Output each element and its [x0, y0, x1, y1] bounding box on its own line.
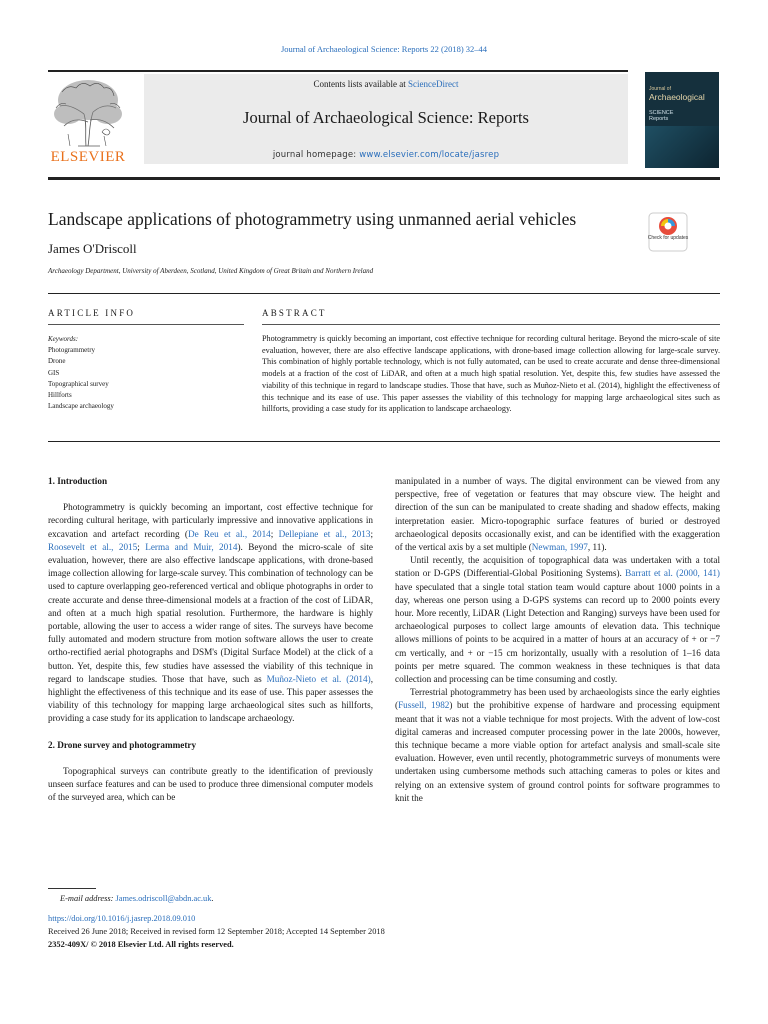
article-title: Landscape applications of photogrammetry using unmanned aerial vehicles	[48, 209, 577, 229]
body-left-column	[48, 475, 373, 804]
keyword-item: Drone	[48, 357, 66, 366]
header-rule	[48, 177, 720, 180]
keyword-item: Topographical survey	[48, 379, 109, 388]
citation-link[interactable]: Fussell, 1982	[398, 700, 450, 711]
drone-section-heading: 2. Drone survey and photogrammetry	[48, 739, 197, 750]
footnote-rule	[48, 888, 96, 889]
cover-line-2: Archaeological	[649, 92, 705, 102]
cover-line-3: SCIENCE Reports	[649, 110, 674, 122]
introduction-paragraph: Photogrammetry is quickly becoming an important, cost effective technique for recording cultural heritage, with particularly impressive and innovative applications in excavation and artefact recording (De Reu et al., 2014; Dellepiane et al., 2013; Roosevelt et al., 2015; Lerma and Muir, 2014). Beyond the micro-scale of site evaluation, however, there are also effective landscape applications, with drone-based image collection allowing for large-scale survey. This combination of technology can be used to capture overlapping geo-referenced vertical and oblique photographs in order to create accurate and dense three-dimensional models at a fraction of the cost of LiDAR, and often at a much high spatial resolution. Furthermore, the hardware is highly portable, allowing the user to access a wider range of sites. The surveys have become fully automated and modern structure from motion software allows the user to create ortho-rectified aerial photographs and DSM's (Digital Surface Model) at the click of a button. Yet, despite this, few studies have assessed the viability of this technique in regard to landscape studies. Those that have, such as Muñoz-Nieto et al. (2014), highlight the effectiveness of this technique and its ease of use. This paper assesses the viability of this technology for mapping large archaeological sites such as hillforts, providing a case study for its application to landscape archaeology.	[48, 502, 373, 724]
citation-link[interactable]: Dellepiane et al., 2013	[278, 528, 371, 539]
citation-link[interactable]: Barratt et al. (2000, 141)	[625, 568, 720, 579]
keywords-label: Keywords:	[48, 335, 79, 343]
keywords-list	[48, 334, 114, 412]
article-info-rule	[48, 324, 244, 325]
cover-image-band	[645, 126, 719, 168]
body-paragraph: manipulated in a number of ways. The digital environment can be viewed from any perspective, free of vegetation or features that may obscure view. The height and direction of the sun can be manipulated to create shading and shadow effects, making interpretation easier. Micro-topographic surface features of buried or destroyed archaeological deposits occasionally exist, and can be identified with the exaggeration of the vertical axis by a set multiple (Newman, 1997, 11).	[395, 476, 720, 553]
journal-cover-thumbnail[interactable]	[645, 72, 719, 168]
body-right-column	[395, 475, 720, 805]
journal-reference[interactable]: Journal of Archaeological Science: Reports 22 (2018) 32–44	[280, 44, 488, 54]
abstract-heading: ABSTRACT	[262, 308, 327, 318]
doi-link[interactable]: https://doi.org/10.1016/j.jasrep.2018.09.010	[48, 914, 196, 923]
citation-link[interactable]: Muñoz-Nieto et al. (2014)	[266, 673, 371, 684]
email-label: E-mail address:	[60, 894, 116, 903]
section-rule	[48, 441, 720, 442]
copyright-line: 2352-409X/ © 2018 Elsevier Ltd. All rights reserved.	[48, 940, 234, 949]
article-info-heading: ARTICLE INFO	[48, 308, 136, 318]
contents-prefix: Contents lists available at	[313, 79, 408, 89]
received-dates: Received 26 June 2018; Received in revised form 12 September 2018; Accepted 14 September 2018	[48, 927, 385, 936]
author-name: James O'Driscoll	[48, 241, 137, 256]
email-link[interactable]: James.odriscoll@abdn.ac.uk	[115, 894, 212, 903]
citation-link[interactable]: Lerma and Muir, 2014	[145, 541, 238, 552]
homepage-line	[144, 150, 628, 160]
keyword-item: Hillforts	[48, 391, 72, 400]
section-rule	[48, 293, 720, 294]
email-footnote: E-mail address: James.odriscoll@abdn.ac.uk.	[60, 894, 214, 903]
homepage-label: journal homepage:	[272, 150, 360, 160]
keyword-item: Photogrammetry	[48, 346, 96, 355]
sciencedirect-link[interactable]: ScienceDirect	[408, 79, 459, 89]
check-for-updates-icon[interactable]	[648, 212, 688, 252]
citation-link[interactable]: Roosevelt et al., 2015	[48, 541, 138, 552]
contents-line	[144, 79, 628, 89]
body-paragraph: Terrestrial photogrammetry has been used by archaeologists since the early eighties (Fussell, 1982) but the prohibitive expense of hardware and processing equipment meant that it was not a viable technique for most projects. With the advent of low-cost digital cameras and increased computer processing power in the late 2000s, however, this technique became a more viable option for artefact analysis and small-scale site evaluation. However, even until recently, photogrammetric surveys of monuments were undertaken using cumbersome methods such attaching cameras to poles or kites and relying on an extensive system of ground control points for software programmes to knit the	[395, 687, 720, 803]
top-rule	[48, 70, 628, 72]
check-for-updates-label[interactable]: Check for updates	[647, 235, 689, 241]
abstract-rule	[262, 324, 720, 325]
homepage-link[interactable]: www.elsevier.com/locate/jasrep	[359, 150, 500, 160]
drone-paragraph: Topographical surveys can contribute greatly to the identification of previously unseen surface features and can be used to produce three dimensional computer models of the surveyed area, which can be	[48, 765, 373, 803]
author-affiliation: Archaeology Department, University of Aberdeen, Scotland, United Kingdom of Great Britain and Northern Ireland	[48, 267, 374, 275]
publisher-name: ELSEVIER	[50, 149, 126, 165]
cover-line-1: Journal of	[649, 86, 671, 92]
citation-link[interactable]: De Reu et al., 2014	[187, 528, 271, 539]
journal-title: Journal of Archaeological Science: Reports	[243, 108, 529, 127]
introduction-heading: 1. Introduction	[48, 476, 108, 486]
abstract-text: Photogrammetry is quickly becoming an important, cost effective technique for recording cultural heritage. Beyond the micro-scale of site evaluation, however, there are also effective landscape applications, with drone-based image collection allowing for large-scale survey. This combination of highly portable technology, which is not fully automated, can be used to create accurate and dense three-dimensional models at a fraction of the cost of LiDAR, and often at a much high spatial resolution. Yet, despite this, few studies have assessed the viability of this technique in regard to landscape studies. Those that have, such as Muñoz-Nieto et al. (2014), highlight the effectiveness of this technique and its ease of use. This paper assesses the viability of this technology for mapping large archaeological sites such as hillforts, providing a case study for its application to landscape archaeology.	[262, 334, 720, 414]
citation-link[interactable]: Newman, 1997	[531, 542, 588, 553]
keyword-item: Landscape archaeology	[48, 402, 114, 411]
keyword-item: GIS	[48, 368, 60, 377]
body-paragraph: Until recently, the acquisition of topographical data was undertaken with a total station or D-GPS (Differential-Global Positioning Systems). Barratt et al. (2000, 141) have speculated that a single total station team would capture about 1000 points in a day, whereas one person using a D-GPS systems can record up to 2000 points every hour. More recently, LiDAR (Light Detection and Ranging) surveys have been used for archaeological purposes to collect large amounts of elevation data. This technique allows millions of points to be acquired in a matter of hours at an accuracy of + or −7 cm vertically, and + or −15 cm horizontally, usually with a resolution of 1–16 data points per metre squared. The common weakness in these techniques is that data collection and processing can be time consuming and costly.	[395, 555, 720, 685]
